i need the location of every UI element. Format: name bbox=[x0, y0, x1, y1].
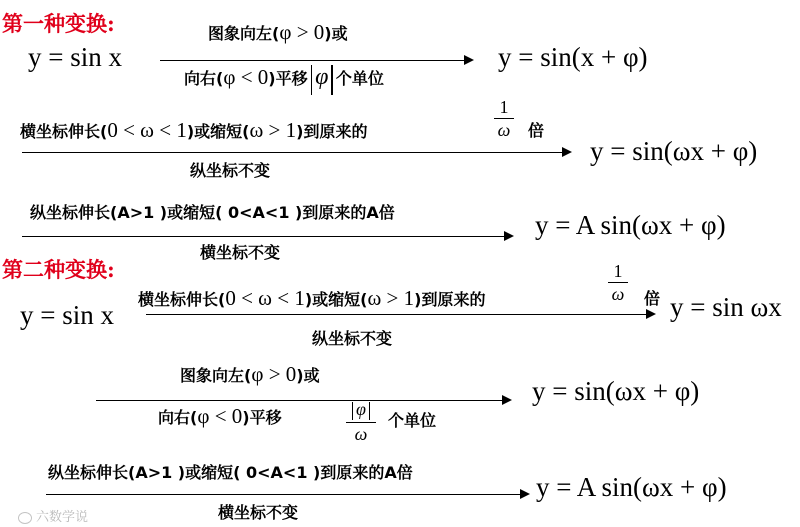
s2-step1-bottom-label: 纵坐标不变 bbox=[312, 329, 393, 348]
s2-step2-to-formula: y = sin(ωx + φ) bbox=[532, 376, 700, 406]
abs-bar-left bbox=[311, 65, 313, 95]
s2-step1-to-formula: y = sin ωx bbox=[670, 292, 782, 322]
s1-step2-arrow bbox=[22, 152, 570, 153]
s1-step1-top-label: 图象向左(φ > 0)或 bbox=[208, 20, 348, 44]
s1-step3-top-label: 纵坐标伸长(A>1 )或缩短( 0<A<1 )到原来的A倍 bbox=[30, 203, 395, 222]
s2-step2-bottom-label-units: 个单位 bbox=[388, 411, 437, 430]
s2-step3-to-formula: y = A sin(ωx + φ) bbox=[536, 472, 727, 502]
section1-heading: 第一种变换: bbox=[2, 11, 115, 36]
s1-step2-bottom-label: 纵坐标不变 bbox=[190, 161, 271, 180]
s2-step3-top-label: 纵坐标伸长(A>1 )或缩短( 0<A<1 )到原来的A倍 bbox=[48, 463, 413, 482]
fraction-bar bbox=[494, 118, 514, 119]
s1-step2-top-label: 横坐标伸长(0 < ω < 1)或缩短(ω > 1)到原来的 bbox=[20, 118, 368, 142]
section2-heading: 第二种变换: bbox=[2, 257, 115, 282]
s2-step2-arrow bbox=[96, 400, 510, 401]
abs-bar-right bbox=[331, 65, 333, 95]
s1-step3-arrow bbox=[22, 236, 512, 237]
s2-step1-from-formula: y = sin x bbox=[20, 300, 114, 330]
s1-step1-bottom-label: 向右(φ < 0)平移 φ 个单位 bbox=[184, 64, 384, 95]
s2-step1-top-label: 横坐标伸长(0 < ω < 1)或缩短(ω > 1)到原来的 bbox=[138, 286, 486, 310]
s2-step1-arrow bbox=[146, 314, 654, 315]
fraction-bar bbox=[346, 422, 376, 423]
watermark-logo-icon bbox=[18, 512, 32, 524]
s1-step3-bottom-label: 横坐标不变 bbox=[200, 243, 281, 262]
s2-step1-multiplier: 倍 bbox=[644, 289, 661, 308]
s1-step1-arrow bbox=[160, 60, 472, 61]
s2-step3-bottom-label: 横坐标不变 bbox=[218, 503, 299, 522]
s2-step2-top-label: 图象向左(φ > 0)或 bbox=[180, 362, 320, 386]
s1-step2-to-formula: y = sin(ωx + φ) bbox=[590, 136, 758, 166]
s1-step2-fraction: 1 ω bbox=[494, 98, 514, 139]
s1-step3-to-formula: y = A sin(ωx + φ) bbox=[535, 210, 726, 240]
s2-step2-fraction: φ ω bbox=[346, 400, 376, 443]
s2-step3-arrow bbox=[46, 494, 528, 495]
s2-step1-fraction: 1 ω bbox=[608, 262, 628, 303]
s2-step2-bottom-label: 向右(φ < 0)平移 bbox=[158, 404, 282, 428]
s1-step2-multiplier: 倍 bbox=[528, 121, 545, 140]
s1-step1-from-formula: y = sin x bbox=[28, 42, 122, 72]
watermark: 六数学说 bbox=[18, 506, 88, 525]
fraction-bar bbox=[608, 282, 628, 283]
s1-step1-to-formula: y = sin(x + φ) bbox=[498, 42, 648, 72]
